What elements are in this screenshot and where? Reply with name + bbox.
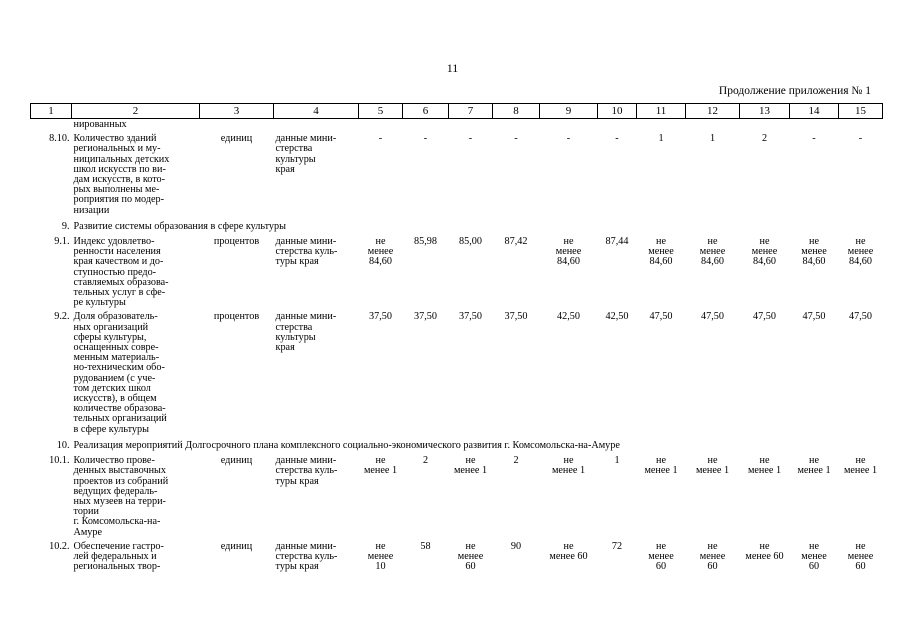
unit-cell: единиц — [220, 540, 253, 552]
indicator-name: нированных — [73, 119, 127, 130]
source-cell: данные мини- стерства куль- туры края — [275, 236, 338, 268]
value-cell: не менее 84,60 — [367, 236, 394, 268]
value-cell: не менее 60 — [648, 540, 674, 573]
value-cell: - — [514, 133, 518, 145]
value-cell: не менее 60 — [457, 540, 484, 573]
table-row — [31, 119, 883, 134]
header-cell: 14 — [790, 104, 839, 119]
header-cell: 15 — [839, 104, 883, 119]
section-title: Развитие системы образования в сфере культуры — [73, 220, 286, 232]
indicator-name: Доля образователь- ных организаций сферы культуры, оснащенных совре- менным материаль- но-техническим обо- рудованием (с уче- том детских школ искусств), в общем количестве образова- тельных организаций в сфере культуры — [73, 311, 167, 435]
value-cell: 85,00 — [459, 236, 482, 248]
value-cell: не менее 60 — [801, 540, 827, 573]
value-cell: 47,50 — [649, 311, 673, 323]
value-cell: не менее 84,60 — [555, 236, 582, 268]
value-cell — [637, 119, 686, 134]
value-cell: не менее 60 — [699, 540, 726, 573]
value-cell: не менее 1 — [797, 455, 831, 477]
header-cell: 9 — [540, 104, 598, 119]
value-cell — [740, 119, 790, 134]
header-cell: 11 — [637, 104, 686, 119]
value-cell — [839, 119, 883, 134]
value-cell: не менее 1 — [551, 455, 586, 477]
value-cell: 47,50 — [849, 311, 872, 323]
value-cell: 2 — [422, 455, 429, 467]
indicator-name: Индекс удовлетво- ренности населения края качеством и до- ступностью предо- ставляемых образова- тельных услуг в сфе- ре культуры — [73, 236, 169, 309]
value-cell: 2 — [513, 455, 519, 467]
source-cell: данные мини- стерства культуры края — [275, 311, 337, 354]
header-cell: 13 — [740, 104, 790, 119]
unit-cell: процентов — [213, 236, 260, 248]
header-cell: 4 — [274, 104, 359, 119]
value-cell: не менее 10 — [367, 540, 394, 573]
value-cell: 47,50 — [701, 311, 724, 323]
value-cell — [790, 119, 839, 134]
value-cell — [403, 119, 449, 134]
unit-cell: единиц — [220, 455, 253, 467]
indicator-name: Количество прове- денных выставочных проектов из собраний ведущих федераль- ных музеев на терри- тории г. Комсомольска-на- Амуре — [73, 455, 169, 538]
table-row — [31, 133, 883, 219]
value-cell: не менее 1 — [453, 455, 488, 477]
header-cell: 6 — [403, 104, 449, 119]
value-cell — [598, 119, 637, 134]
header-cell: 2 — [72, 104, 200, 119]
value-cell: не менее 1 — [644, 455, 678, 477]
value-cell: не менее 84,60 — [699, 236, 726, 268]
value-cell: - — [423, 133, 428, 145]
value-cell: - — [378, 133, 383, 145]
header-cell: 12 — [686, 104, 740, 119]
value-cell: не менее 60 — [549, 540, 588, 562]
value-cell — [493, 119, 540, 134]
value-cell: 37,50 — [459, 311, 482, 323]
value-cell: 87,42 — [504, 236, 528, 248]
unit-cell: процентов — [213, 311, 260, 323]
value-cell: - — [468, 133, 473, 145]
value-cell: - — [615, 133, 619, 145]
value-cell: не менее 60 — [745, 540, 784, 562]
section-number: 9. — [61, 220, 70, 232]
page-number: 11 — [446, 61, 459, 75]
header-cell: 10 — [598, 104, 637, 119]
row-number: 10.2. — [49, 540, 70, 552]
value-cell: не менее 1 — [843, 455, 878, 477]
unit-cell: единиц — [220, 133, 253, 145]
value-cell: 72 — [611, 540, 623, 552]
value-cell: 87,44 — [605, 236, 629, 248]
value-cell: 42,50 — [557, 311, 580, 323]
table-body — [31, 119, 883, 576]
source-cell: данные мини- стерства куль- туры края — [275, 455, 338, 487]
value-cell: 1 — [658, 133, 664, 145]
value-cell — [449, 119, 493, 134]
header-cell: 8 — [493, 104, 540, 119]
value-cell: не менее 1 — [363, 455, 398, 477]
value-cell: 37,50 — [504, 311, 528, 323]
source-cell: данные мини- стерства культуры края — [275, 133, 337, 175]
value-cell — [686, 119, 740, 134]
table-row — [31, 236, 883, 311]
source-cell: данные мини- стерства куль- туры края — [275, 540, 338, 573]
value-cell — [359, 119, 403, 134]
indicator-name: Количество зданий региональных и му- ниципальных детских школ искусств по ви- дам искусств, в кото- рых выполнены ме- роприятия по модер- низации — [73, 133, 170, 216]
value-cell: - — [812, 133, 816, 145]
value-cell: 58 — [420, 540, 431, 552]
value-cell: не менее 84,60 — [847, 236, 874, 268]
value-cell: не менее 1 — [695, 455, 730, 477]
value-cell: 2 — [761, 133, 768, 145]
value-cell: 37,50 — [369, 311, 392, 323]
continuation-note: Продолжение приложения № 1 — [718, 85, 871, 97]
row-number: 8.10. — [49, 133, 70, 145]
header-cell: 5 — [359, 104, 403, 119]
unit-cell — [200, 119, 274, 134]
row-number: 9.1. — [54, 236, 70, 248]
value-cell: 85,98 — [414, 236, 437, 248]
header-cell: 7 — [449, 104, 493, 119]
header-cell: 1 — [31, 104, 72, 119]
value-cell: - — [858, 133, 863, 145]
value-cell: не менее 60 — [847, 540, 874, 573]
header-row — [31, 104, 883, 119]
table-row — [31, 311, 883, 437]
section-row — [31, 219, 883, 236]
value-cell: 47,50 — [753, 311, 776, 323]
value-cell — [540, 119, 598, 134]
value-cell: не менее 1 — [747, 455, 782, 477]
section-title: Реализация мероприятий Долгосрочного плана комплексного социально-экономического развития г. Комсомольска-на-Амуре — [73, 439, 620, 451]
value-cell: - — [566, 133, 571, 145]
value-cell: не менее 84,60 — [751, 236, 778, 268]
header-cell: 3 — [200, 104, 274, 119]
table-row — [31, 455, 883, 541]
source-cell — [274, 119, 359, 134]
section-row — [31, 438, 883, 455]
value-cell: 42,50 — [605, 311, 629, 323]
value-cell: 37,50 — [414, 311, 437, 323]
indicator-name: Обеспечение гастро- лей федеральных и региональных твор- — [73, 540, 164, 573]
indicators-table — [30, 103, 883, 575]
value-cell: не менее 84,60 — [801, 236, 827, 268]
value-cell: 1 — [614, 455, 620, 467]
section-number: 10. — [56, 439, 70, 451]
row-number — [31, 119, 72, 134]
value-cell: 47,50 — [802, 311, 826, 323]
table-row — [31, 541, 883, 576]
row-number: 10.1. — [49, 455, 70, 467]
value-cell: 1 — [709, 133, 716, 145]
row-number: 9.2. — [54, 311, 70, 323]
value-cell: 90 — [510, 540, 522, 552]
value-cell: не менее 84,60 — [648, 236, 674, 268]
